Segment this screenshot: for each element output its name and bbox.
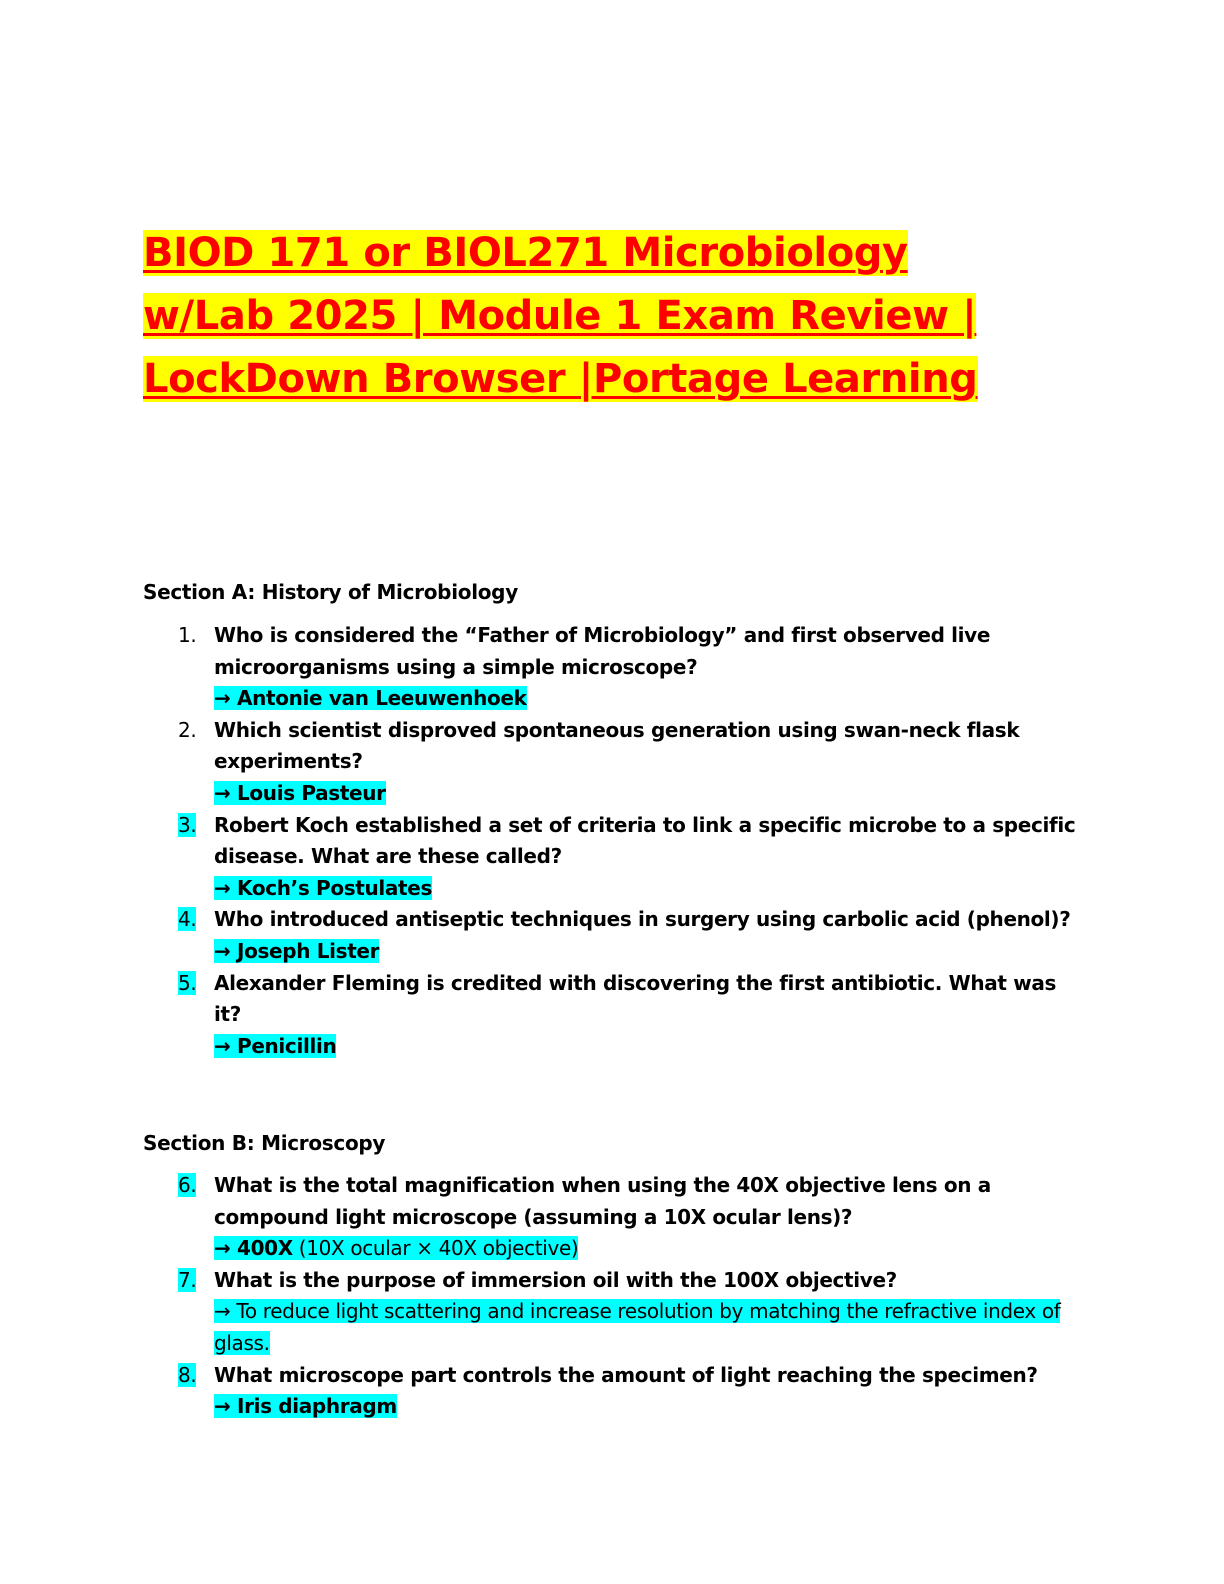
question-item-4 [178,904,1078,967]
answer-line [214,1296,1078,1359]
title-line-1: BIOD 171 or BIOL271 Microbiology [143,230,908,276]
section-b-question-list [178,1170,1078,1423]
answer-text: → Koch’s Postulates [214,875,432,900]
answer-text: → To reduce light scattering and increase resolution by matching the refractive index of glass. [214,1299,1061,1355]
answer-text [214,1236,578,1260]
question-text: Robert Koch established a set of criteria to link a specific microbe to a specific disease. What are these called? [214,812,1076,869]
answer-line [214,1233,1078,1265]
question-number: 2. [178,717,197,742]
section-a-heading: Section A: History of Microbiology [143,580,518,604]
question-text: What is the total magnification when using the 40X objective lens on a compound light microscope (assuming a 10X ocular lens)? [214,1173,991,1229]
answer-text: → Joseph Lister [214,938,380,963]
question-item-1 [178,620,1078,715]
question-number: 4. [178,907,197,932]
question-item-2 [178,715,1078,810]
answer-line [214,936,1078,968]
title-line-2: w/Lab 2025 | Module 1 Exam Review | [143,293,977,339]
document-title [143,222,1043,411]
answer-text: → Penicillin [214,1033,337,1058]
answer-text: → Louis Pasteur [214,780,386,805]
question-number: 1. [178,623,197,647]
question-item-5 [178,968,1078,1063]
question-number: 5. [178,970,197,995]
section-b-heading: Section B: Microscopy [143,1131,386,1155]
section-a-question-list [178,620,1078,1062]
answer-text: → Iris diaphragm [214,1394,397,1419]
answer-line [214,683,1078,715]
question-text: Which scientist disproved spontaneous generation using swan-neck flask experiments? [214,717,1020,774]
question-text: Who is considered the “Father of Microbiology” and first observed live microorganisms using a simple microscope? [214,623,991,679]
answer-line [214,1391,1078,1423]
question-text: Who introduced antiseptic techniques in surgery using carbolic acid (phenol)? [214,907,1071,932]
answer-line [214,778,1078,810]
answer-line [214,1031,1078,1063]
answer-text: → Antonie van Leeuwenhoek [214,686,527,711]
question-text: Alexander Fleming is credited with discovering the first antibiotic. What was it? [214,970,1057,1027]
question-item-6 [178,1170,1078,1265]
question-number: 6. [178,1173,197,1197]
question-item-8 [178,1360,1078,1423]
question-number: 3. [178,812,197,837]
answer-line [214,873,1078,905]
question-text: What microscope part controls the amount of light reaching the specimen? [214,1362,1038,1387]
question-item-7 [178,1265,1078,1360]
answer-detail: (10X ocular × 40X objective) [292,1236,579,1261]
question-number: 8. [178,1362,197,1387]
question-number: 7. [178,1267,197,1292]
answer-value: → 400X [214,1236,293,1261]
question-item-3 [178,810,1078,905]
title-line-3: LockDown Browser |Portage Learning [143,356,978,402]
question-text: What is the purpose of immersion oil with the 100X objective? [214,1267,897,1292]
